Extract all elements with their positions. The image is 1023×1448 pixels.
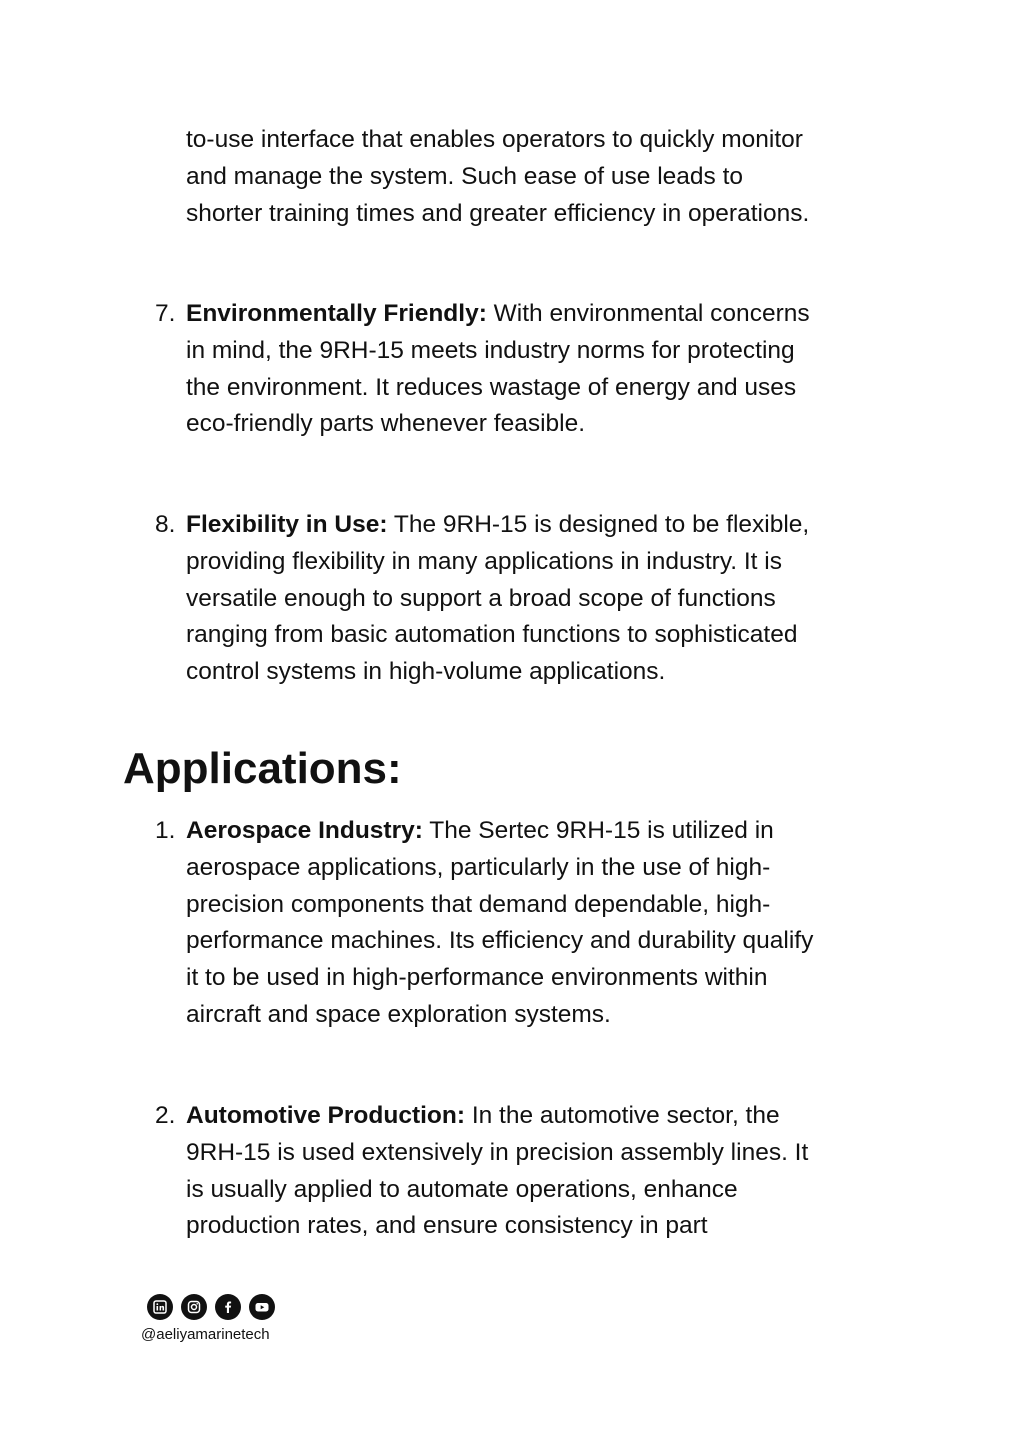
text-line: aircraft and space exploration systems. — [186, 1000, 611, 1028]
facebook-icon[interactable] — [215, 1294, 241, 1320]
social-icons — [147, 1294, 275, 1320]
list-item-flexibility-in-use — [186, 507, 906, 691]
text-line: aerospace applications, particularly in the use of high- — [186, 853, 771, 881]
text-line: it to be used in high-performance environments within — [186, 964, 768, 992]
social-handle: @aeliyamarinetech — [141, 1326, 270, 1343]
list-item-environmentally-friendly — [186, 296, 906, 443]
text-line: performance machines. Its efficiency and durability qualify — [186, 927, 814, 955]
text-line — [186, 813, 906, 850]
text-line — [186, 296, 906, 333]
text-line: control systems in high-volume applications. — [186, 658, 666, 686]
text-line — [186, 1098, 906, 1135]
list-item-aerospace-industry — [186, 813, 906, 1034]
text-line: precision components that demand dependable, high- — [186, 890, 771, 918]
item-text: In the automotive sector, the — [465, 1102, 780, 1129]
item-lead: Flexibility in Use: — [186, 511, 388, 538]
text-line: and manage the system. Such ease of use leads to — [186, 162, 744, 190]
text-line: the environment. It reduces wastage of energy and uses — [186, 373, 797, 401]
list-item-automotive-production — [186, 1098, 906, 1245]
instagram-icon[interactable] — [181, 1294, 207, 1320]
list-number: 8. — [155, 511, 176, 538]
youtube-icon[interactable] — [249, 1294, 275, 1320]
item-lead: Environmentally Friendly: — [186, 300, 487, 327]
section-heading: Applications: — [123, 744, 402, 793]
intro-paragraph — [186, 122, 906, 232]
text-line: ranging from basic automation functions to sophisticated — [186, 621, 798, 649]
list-number: 2. — [155, 1102, 176, 1129]
linkedin-icon[interactable] — [147, 1294, 173, 1320]
list-number: 7. — [155, 300, 176, 327]
item-text: With environmental concerns — [486, 300, 810, 327]
text-line: eco-friendly parts whenever feasible. — [186, 410, 586, 438]
text-line: to-use interface that enables operators to quickly monitor — [186, 126, 803, 153]
item-text: The 9RH-15 is designed to be flexible, — [387, 511, 810, 538]
item-lead: Aerospace Industry: — [186, 817, 423, 844]
item-lead: Automotive Production: — [186, 1102, 466, 1129]
text-line: production rates, and ensure consistency in part — [186, 1212, 708, 1240]
text-line: is usually applied to automate operations, enhance — [186, 1175, 738, 1203]
item-text: The Sertec 9RH-15 is utilized in — [422, 817, 774, 844]
text-line: in mind, the 9RH-15 meets industry norms for protecting — [186, 336, 795, 364]
list-number: 1. — [155, 817, 176, 844]
text-line: versatile enough to support a broad scope of functions — [186, 584, 776, 612]
text-line: providing flexibility in many applications in industry. It is — [186, 547, 782, 575]
text-line — [186, 507, 906, 544]
text-line: 9RH-15 is used extensively in precision assembly lines. It — [186, 1138, 809, 1166]
text-line: shorter training times and greater efficiency in operations. — [186, 199, 810, 227]
